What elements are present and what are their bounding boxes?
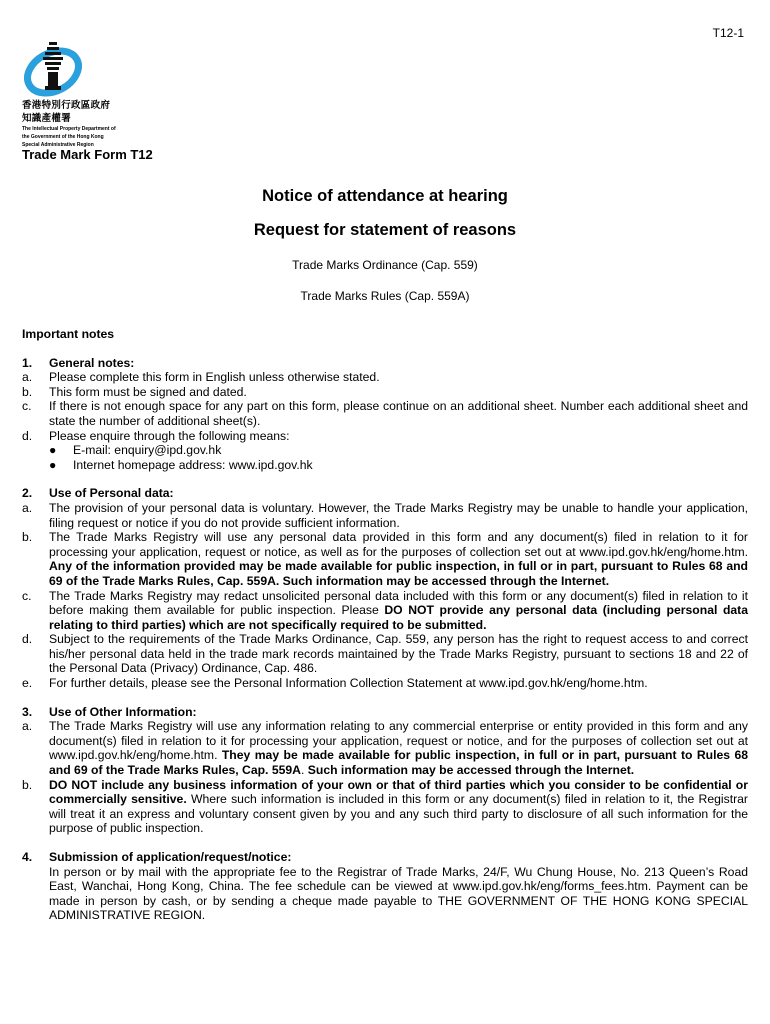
submission-text: In person or by mail with the appropriate fee to the Registrar of Trade Marks, 24/F, Wu Chung House, No. 213 Queen’s Road East, Wanchai, Hong Kong, China. The fee schedule can be viewed at www.ipd.gov.hk/eng/forms_fees.htm. Payment can be made in person by cash, or by sending a cheque made payable to THE GOVERNMENT OF THE HONG KONG SPECIAL ADMINISTRATIVE REGION.	[49, 864, 748, 923]
note-item	[49, 719, 748, 777]
page-subtitle: Request for statement of reasons	[253, 221, 517, 239]
note-emphasis: Such information may be accessed through the Internet.	[307, 763, 635, 778]
logo-en-line2: the Government of the Hong Kong	[22, 134, 104, 141]
note-text: Where such information is included in this form or any document(s) filed in relation to it, the Registrar will treat it an express and voluntary consent given by you and any such third party to disclosure of all such information for the purpose of public inspection.	[49, 792, 748, 836]
logo-cn-line1: 香港特別行政區政府	[22, 100, 111, 111]
note-emphasis: Any of the information provided may be made available for public inspection, in full or in part, pursuant to Rules 68 and 69 of the Trade Marks Rules, Cap. 559A. Such information may be accessed through the Internet.	[49, 559, 748, 588]
section-number: 4.	[22, 850, 33, 864]
section-general-notes	[22, 356, 748, 473]
section-other-information	[22, 705, 748, 836]
ordinance-ref: Trade Marks Ordinance (Cap. 559)	[292, 258, 478, 272]
item-marker: e.	[22, 676, 33, 691]
note-item: For further details, please see the Personal Information Collection Statement at www.ipd.gov.hk/eng/home.htm.	[49, 676, 648, 691]
section-title: Submission of application/request/notice:	[49, 850, 292, 864]
logo-en-line1: The Intellectual Property Department of	[22, 126, 116, 132]
page-code: T12-1	[712, 26, 744, 40]
form-label: Trade Mark Form T12	[22, 147, 153, 162]
note-item: This form must be signed and dated.	[49, 384, 247, 399]
item-marker: a.	[22, 370, 33, 385]
ipd-logo-icon	[22, 40, 88, 98]
section-personal-data	[22, 486, 748, 690]
section-title: Use of Other Information:	[49, 704, 197, 719]
email-info: E-mail: enquiry@ipd.gov.hk	[73, 443, 222, 458]
note-item	[49, 778, 748, 836]
note-emphasis: DO NOT provide any personal data (including personal data relating to third parties) which are not specifically required to be submitted.	[49, 603, 748, 632]
item-marker: c.	[22, 588, 32, 603]
bullet-icon: ●	[49, 457, 57, 472]
item-marker: d.	[22, 632, 33, 647]
important-notes	[22, 327, 748, 937]
note-item: Please complete this form in English unless otherwise stated.	[49, 370, 380, 385]
homepage-info: Internet homepage address: www.ipd.gov.hk	[73, 457, 313, 472]
section-title: General notes:	[49, 355, 135, 370]
logo-cn-line2: 知識產權署	[22, 113, 72, 124]
item-marker: a.	[22, 500, 33, 515]
section-number: 3.	[22, 704, 33, 719]
item-marker: b.	[22, 530, 33, 545]
note-item: If there is not enough space for any part on this form, please continue on an additional sheet. Number each additional sheet and state the number of additional sheet(s).	[49, 399, 748, 428]
title-block	[0, 186, 770, 303]
item-marker: d.	[22, 428, 33, 443]
page-title: Notice of attendance at hearing	[262, 187, 508, 205]
section-submission	[22, 850, 748, 923]
item-marker: b.	[22, 777, 33, 792]
ipd-logo	[22, 40, 122, 149]
item-marker: a.	[22, 719, 33, 734]
note-emphasis: DO NOT include any business information of your own or that of third parties which you consider to be confidential or commercially sensitive.	[49, 777, 748, 807]
section-title: Use of Personal data:	[49, 486, 174, 501]
bullet-icon: ●	[49, 443, 57, 458]
note-text: .	[300, 763, 308, 778]
section-number: 1.	[22, 355, 33, 370]
note-item: Subject to the requirements of the Trade Marks Ordinance, Cap. 559, any person has the right to request access to and correct his/her personal data held in the trade mark records maintained by the Trade Marks Registry, pursuant to sections 18 and 22 of the Personal Data (Privacy) Ordinance, Cap. 486.	[49, 632, 748, 676]
note-item: The provision of your personal data is voluntary. However, the Trade Marks Registry may be unable to handle your application, filing request or notice if you do not provide sufficient information.	[49, 500, 748, 530]
note-text: The Trade Marks Registry will use any personal data provided in this form and any document(s) filed in relation to it for processing your application, request or notice, as well as for the purposes of collection set out at www.ipd.gov.hk/eng/home.htm.	[49, 530, 748, 559]
note-item	[49, 530, 748, 588]
note-item	[49, 589, 748, 633]
note-item: Please enquire through the following means:	[49, 428, 290, 443]
note-text: The Trade Marks Registry may redact unsolicited personal data included with this form or any document(s) filed in relation to it before making them available for public inspection. Please	[49, 588, 748, 618]
item-marker: c.	[22, 399, 32, 414]
item-marker: b.	[22, 384, 33, 399]
note-text: The Trade Marks Registry will use any information relating to any commercial enterprise or entity provided in this form and any document(s) filed in relation to it for processing your application, request or notice, and for the purposes of collection set out at www.ipd.gov.hk/eng/home.htm.	[49, 719, 748, 763]
notes-heading: Important notes	[22, 327, 115, 341]
rules-ref: Trade Marks Rules (Cap. 559A)	[300, 288, 470, 303]
section-number: 2.	[22, 486, 33, 501]
note-emphasis: They may be made available for public inspection, in full or in part, pursuant to Rules 68 and 69 of the Trade Marks Rules, Cap. 559A	[49, 748, 748, 778]
logo-en-line3: Special Administrative Region	[22, 142, 94, 149]
